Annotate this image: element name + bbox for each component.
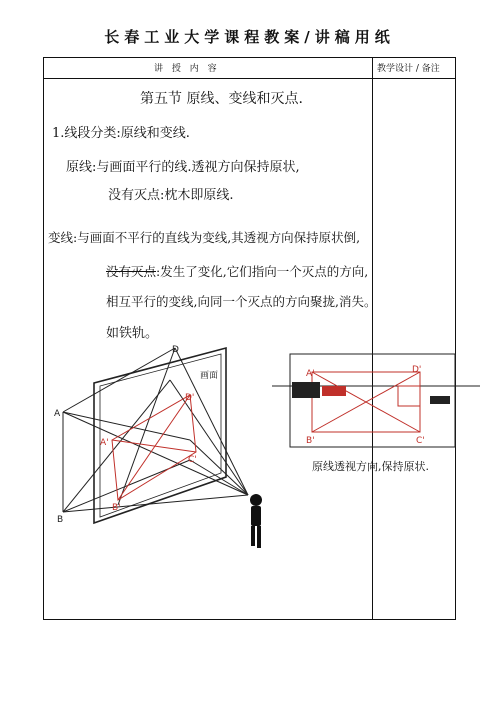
right-label-c-prime: C' bbox=[416, 436, 425, 446]
label-picture-plane: 画面 bbox=[200, 371, 219, 381]
note-line-bianxian-4: 如铁轨。 bbox=[106, 326, 159, 341]
treeline-shading bbox=[292, 382, 450, 404]
label-d: D bbox=[172, 345, 179, 355]
label-a-prime: A' bbox=[100, 438, 109, 448]
struck-text: 没有灭点 bbox=[106, 264, 157, 279]
note-line-classification: 1.线段分类:原线和变线. bbox=[52, 126, 190, 141]
label-c-prime: C' bbox=[188, 455, 197, 465]
label-b: B bbox=[57, 515, 64, 525]
right-label-d-prime: D' bbox=[412, 365, 422, 375]
caption-right: 原线透视方向,保持原状. bbox=[312, 460, 429, 473]
label-d-prime: D' bbox=[185, 393, 195, 403]
label-b-prime: B' bbox=[112, 503, 121, 513]
note-line-yuanxian-2: 没有灭点:枕木即原线. bbox=[108, 188, 234, 203]
right-label-a-prime: A' bbox=[306, 369, 315, 379]
note-line-bianxian-2-text: :发生了变化,它们指向一个灭点的方向, bbox=[156, 264, 369, 279]
note-line-bianxian-3: 相互平行的变线,向同一个灭点的方向聚拢,消失。 bbox=[106, 294, 377, 309]
rail-box-small bbox=[398, 386, 420, 406]
main-column-header: 讲 授 内 容 bbox=[154, 64, 220, 74]
notes-column-header: 教学设计 / 备注 bbox=[377, 64, 440, 74]
note-line-bianxian-1: 变线:与画面不平行的直线为变线,其透视方向保持原状倒, bbox=[48, 230, 361, 245]
page-header: 长春工业大学课程教案/讲稿用纸 bbox=[104, 28, 395, 46]
section-title: 第五节 原线、变线和灭点. bbox=[140, 91, 303, 107]
right-label-b-prime: B' bbox=[306, 436, 315, 446]
label-a: A bbox=[54, 409, 61, 419]
note-line-yuanxian-1: 原线:与画面平行的线.透视方向保持原状, bbox=[66, 160, 300, 175]
